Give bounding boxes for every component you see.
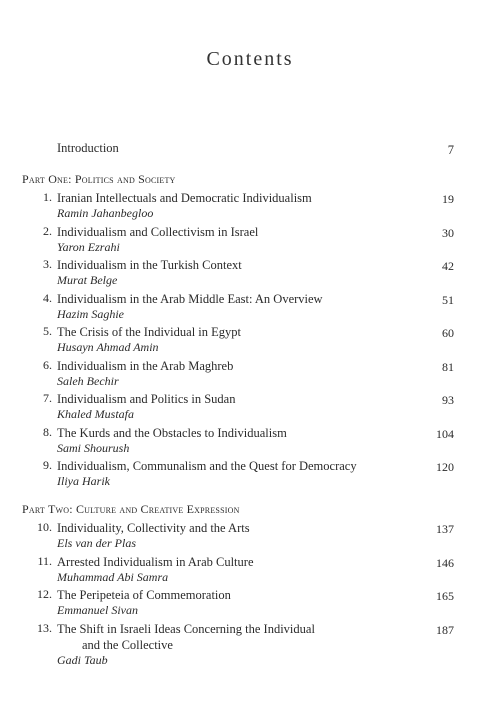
entry-page: 51 [442, 292, 454, 307]
entry-number: 11. [37, 553, 52, 568]
entry-author: Husayn Ahmad Amin [57, 340, 159, 354]
introduction-page: 7 [447, 143, 454, 157]
entry-title: The Shift in Israeli Ideas Concerning the Individual and the Collective [57, 621, 315, 652]
entry-page: 104 [436, 426, 454, 441]
entry-author: Yaron Ezrahi [57, 239, 120, 254]
entry-page: 81 [442, 359, 454, 374]
entry-author: Muhammad Abi Samra [57, 569, 169, 584]
entry-page: 120 [436, 460, 454, 474]
entry-page: 187 [436, 622, 454, 637]
entry-page: 60 [442, 326, 454, 340]
entry-number: 4. [43, 290, 52, 305]
entry-number: 13. [37, 620, 52, 635]
entry-author: Sami Shourush [57, 440, 130, 455]
entry-number: 5. [43, 324, 52, 338]
entry-title: Individualism in the Turkish Context [57, 258, 242, 272]
entry-author: Els van der Plas [57, 536, 136, 550]
entry-author: Gadi Taub [57, 652, 108, 667]
entry-author: Saleh Bechir [57, 373, 119, 388]
entry-title: Individualism and Politics in Sudan [57, 392, 236, 406]
entry-page: 93 [442, 393, 454, 407]
entry-title: Arrested Individualism in Arab Culture [57, 554, 254, 569]
entry-title: The Crisis of the Individual in Egypt [57, 325, 242, 339]
entry-number: 6. [43, 357, 52, 372]
entry-page: 30 [442, 225, 454, 240]
entry-number: 1. [43, 190, 52, 204]
entry-author: Emmanuel Sivan [57, 603, 138, 617]
entry-author: Iliya Harik [57, 474, 110, 488]
entry-number: 7. [43, 391, 52, 405]
part-one-heading: Part One: Politics and Society [22, 172, 176, 186]
entry-number: 9. [43, 458, 52, 472]
entry-title: Individuality, Collectivity and the Arts [57, 521, 250, 535]
entry-title: Individualism, Communalism and the Quest for Democracy [57, 459, 357, 473]
entry-number: 3. [43, 257, 52, 271]
entry-title: Individualism and Collectivism in Israel [57, 224, 259, 239]
entry-author: Murat Belge [57, 273, 118, 287]
entry-title: The Kurds and the Obstacles to Individualism [57, 425, 287, 440]
entry-number: 10. [37, 520, 52, 534]
entry-number: 8. [43, 424, 52, 439]
entry-author: Ramin Jahanbegloo [57, 206, 154, 220]
entry-page: 146 [436, 555, 454, 570]
entry-title: The Peripeteia of Commemoration [57, 588, 231, 602]
entry-page: 137 [436, 522, 454, 536]
entry-title: Iranian Intellectuals and Democratic Individualism [57, 191, 312, 205]
entry-title: Individualism in the Arab Middle East: An Overview [57, 291, 323, 306]
page-title: Contents [206, 48, 294, 70]
entry-number: 12. [37, 587, 52, 601]
introduction-title: Introduction [57, 141, 119, 155]
entry-page: 165 [436, 589, 454, 603]
entry-page: 42 [442, 259, 454, 273]
entry-number: 2. [43, 223, 52, 238]
entry-author: Khaled Mustafa [57, 407, 134, 421]
entry-author: Hazim Saghie [57, 306, 124, 321]
part-two-heading: Part Two: Culture and Creative Expression [22, 502, 240, 516]
entry-title: Individualism in the Arab Maghreb [57, 358, 234, 373]
entry-page: 19 [442, 192, 454, 206]
